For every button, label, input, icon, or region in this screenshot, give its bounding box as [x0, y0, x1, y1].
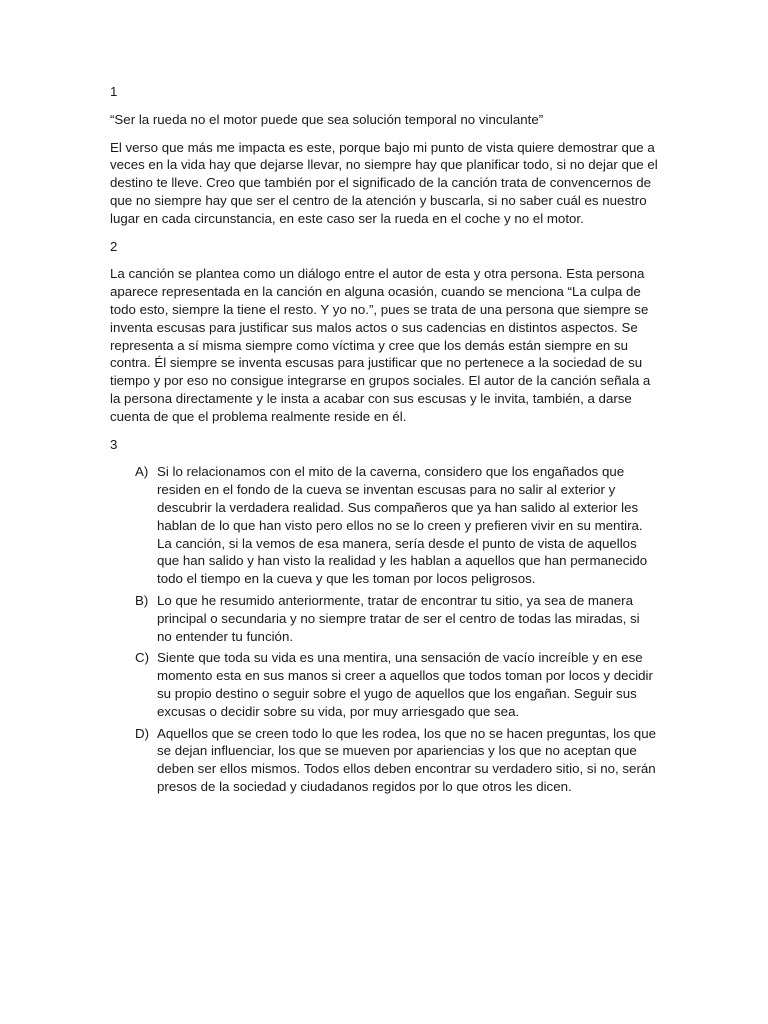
- paragraph-1: El verso que más me impacta es este, porque bajo mi punto de vista quiere demostrar que a veces en la vida hay que dejarse llevar, no siempre hay que planificar todo, si no dejar que el destino te lleve. Creo que también por el significado de la canción trata de convencernos de que no siempre hay que ser el centro de la atención y buscarla, si no saber cuál es nuestro lugar en cada circunstancia, en este caso ser la rueda en el coche y no el motor.: [110, 139, 658, 226]
- list-marker-c: C): [135, 650, 150, 666]
- list-item-text-c: Siente que toda su vida es una mentira, una sensación de vacío increíble y en ese momento esta en sus manos si creer a aquellos que todos toman por locos y decidir su propio destino o seguir sobre el yugo de aquellos que los engañan. Seguir sus excusas o decidir sobre su vida, por muy arriesgado que sea.: [157, 650, 653, 719]
- answer-list: [110, 463, 658, 795]
- list-item: [110, 463, 658, 588]
- list-item-text-d: Aquellos que se creen todo lo que les rodea, los que no se hacen preguntas, los que se dejan influenciar, los que se mueven por apariencias y los que no aceptan que deben ser ellos mismos. Todos ellos deben encontrar su verdadero sitio, si no, serán presos de la sociedad y ciudadanos regidos por lo que otros les dicen.: [157, 725, 656, 794]
- list-item: [110, 649, 658, 720]
- section-number-1: 1: [110, 84, 118, 99]
- quoted-verse: “Ser la rueda no el motor puede que sea solución temporal no vinculante”: [110, 111, 544, 127]
- section-number-3: 3: [110, 436, 118, 452]
- list-marker-a: A): [135, 464, 149, 480]
- document-page: [110, 83, 658, 800]
- list-item-text-b: Lo que he resumido anteriormente, tratar de encontrar tu sitio, ya sea de manera principal o secundaria y no siempre tratar de ser el centro de todas las miradas, si no entender tu función.: [157, 592, 640, 644]
- list-marker-d: D): [135, 725, 150, 741]
- list-marker-b: B): [135, 592, 149, 608]
- list-item-text-a: Si lo relacionamos con el mito de la caverna, considero que los engañados que residen en el fondo de la cueva se inventan escusas para no salir al exterior y descubrir la verdadera realidad. Sus compañeros que ya han salido al exterior les hablan de lo que han visto pero ellos no se lo creen y prefieren vivir en su mentira. La canción, si la vemos de esa manera, sería desde el punto de vista de aquellos que han salido y han visto la realidad y les hablan a aquellos que han permanecido todo el tiempo en la cueva y que les toman por locos peligrosos.: [157, 464, 648, 587]
- paragraph-2: La canción se plantea como un diálogo entre el autor de esta y otra persona. Esta persona aparece representada en la canción en alguna ocasión, cuando se menciona “La culpa de todo esto, siempre la tiene el resto. Y yo no.”, pues se trata de una persona que siempre se inventa escusas para justificar sus malos actos o sus cadencias en distintos aspectos. Se representa a sí misma siempre como víctima y cree que los demás están siempre en su contra. Él siempre se inventa escusas para justificar que no pertenece a la sociedad de su tiempo y por eso no consigue integrarse en grupos sociales. El autor de la canción señala a la persona directamente y le insta a acabar con sus escusas y le invita, también, a darse cuenta de que el problema realmente reside en él.: [110, 266, 651, 424]
- list-item: [110, 725, 658, 796]
- section-number-2: 2: [110, 238, 118, 254]
- list-item: [110, 592, 658, 645]
